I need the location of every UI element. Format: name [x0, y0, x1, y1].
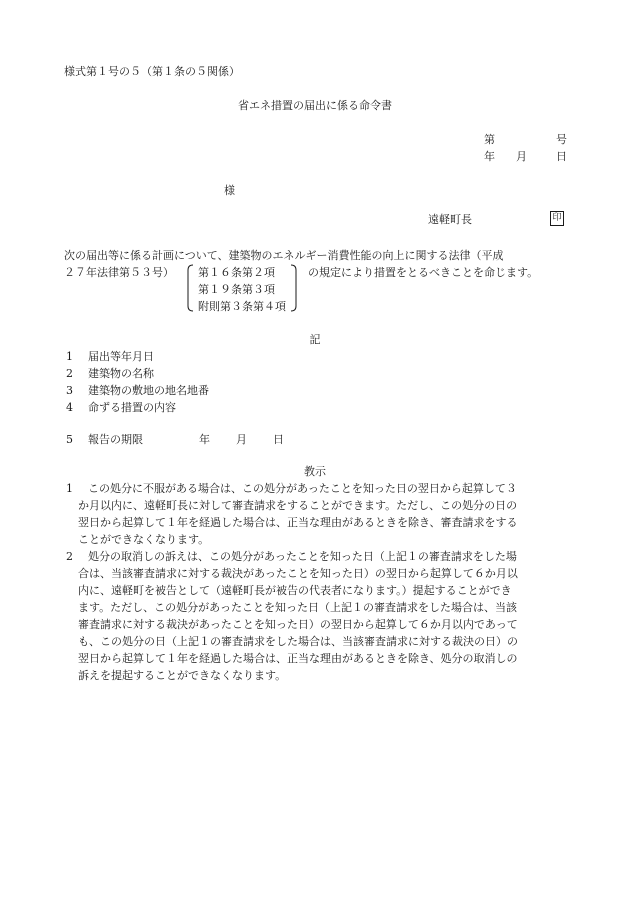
instruction-line: も、この処分の日（上記１の審査請求をした場合は、当該審査請求に対する裁決の日）の — [78, 635, 518, 648]
left-brace-icon — [186, 264, 194, 312]
instruction-line: 翌日から起算して１年を経過した場合は、正当な理由があるときを除き、処分の取消しの — [78, 652, 518, 665]
instruction-line: 翌日から起算して１年を経過した場合は、正当な理由があるときを除き、審査請求をする — [78, 516, 518, 529]
document-number-suffix: 号 — [556, 133, 567, 146]
document-title: 省エネ措置の届出に係る命令書 — [238, 99, 392, 112]
instruction-line: ます。ただし、この処分があったことを知った日（上記１の審査請求をした場合は、当該 — [78, 601, 518, 614]
right-brace-icon — [290, 264, 298, 312]
item-label: 報告の期限 — [88, 433, 143, 446]
document-number-label: 第 — [484, 133, 495, 146]
item-label: 届出等年月日 — [88, 350, 154, 363]
instruction-line: 訴えを提起することができなくなります。 — [78, 669, 287, 682]
body-line-2-suffix: の規定により措置をとるべきことを命じます。 — [308, 266, 539, 279]
instruction-line: この処分に不服がある場合は、この処分があったことを知った日の翌日から起算して３ — [88, 482, 517, 495]
date-year-label: 年 — [484, 150, 495, 163]
deadline-year-label: 年 — [199, 433, 210, 446]
item-number: 1 — [66, 350, 73, 363]
article-option-2: 第１９条第３項 — [198, 283, 275, 296]
issuer-name: 遠軽町長 — [428, 213, 472, 226]
item-number: 3 — [66, 384, 73, 397]
instruction-line: 処分の取消しの訴えは、この処分があったことを知った日（上記１の審査請求をした場 — [88, 550, 517, 563]
ki-heading: 記 — [309, 333, 321, 346]
deadline-day-label: 日 — [273, 433, 284, 446]
body-line-1: 次の届出等に係る計画について、建築物のエネルギー消費性能の向上に関する法律（平成 — [64, 249, 504, 262]
item-number: 4 — [66, 401, 73, 414]
instruction-line: 合は、当該審査請求に対する裁決があったことを知った日）の翌日から起算して６か月以 — [78, 567, 518, 580]
item-label: 建築物の敷地の地名地番 — [88, 384, 209, 397]
item-number: 5 — [66, 433, 73, 446]
item-number: 2 — [66, 367, 73, 380]
instruction-line: ことができなくなります。 — [78, 533, 210, 546]
article-option-3: 附則第３条第４項 — [198, 300, 286, 313]
instruction-title: 教示 — [304, 465, 326, 478]
instruction-number: 2 — [66, 550, 73, 563]
instruction-line: か月以内に、遠軽町長に対して審査請求をすることができます。ただし、この処分の日の — [78, 499, 518, 512]
article-option-1: 第１６条第２項 — [198, 266, 275, 279]
seal-stamp: 印 — [550, 211, 564, 226]
deadline-month-label: 月 — [236, 433, 247, 446]
addressee-honorific: 様 — [224, 184, 235, 197]
instruction-line: 内に、遠軽町を被告として（遠軽町長が被告の代表者になります。）提起することができ — [78, 584, 512, 597]
form-number: 様式第１号の５（第１条の５関係） — [64, 65, 240, 78]
date-day-label: 日 — [556, 150, 567, 163]
item-label: 建築物の名称 — [88, 367, 154, 380]
instruction-number: 1 — [66, 482, 73, 495]
date-month-label: 月 — [516, 150, 527, 163]
body-line-2-prefix: ２７年法律第５３号） — [64, 266, 174, 279]
item-label: 命ずる措置の内容 — [88, 401, 176, 414]
instruction-line: 審査請求に対する裁決があったことを知った日）の翌日から起算して６か月以内であって — [78, 618, 518, 631]
